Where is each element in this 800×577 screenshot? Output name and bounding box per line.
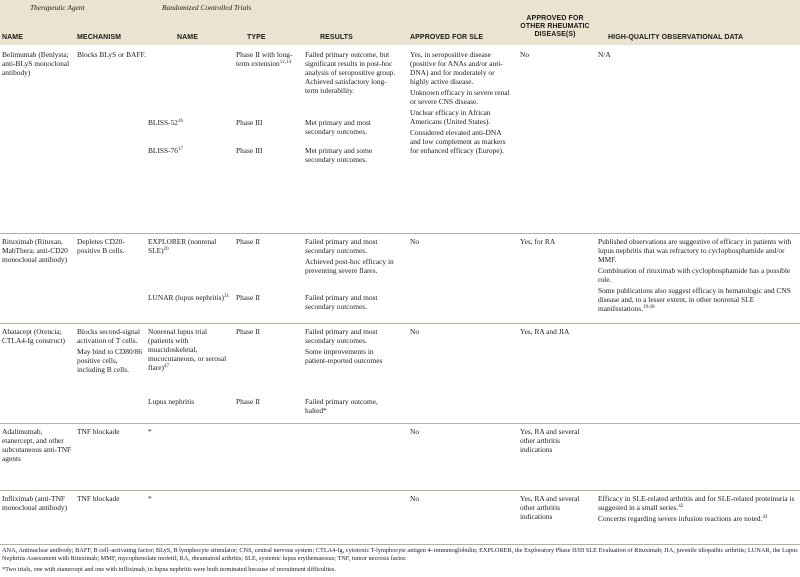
infliximab-approved-other: Yes, RA and several other arthritis indications <box>520 494 580 522</box>
header-mechanism: MECHANISM <box>77 34 122 41</box>
row-separator <box>0 423 800 424</box>
header-name: NAME <box>2 34 24 41</box>
rituximab-trial-2-name: LUNAR (lupus nephritis)$^{31}$ <box>148 293 229 302</box>
header-type: TYPE <box>247 34 266 41</box>
abatacept-trial-2-type: Phase II <box>236 397 261 406</box>
super-header-therapeutic-agent: Therapeutic Agent <box>30 3 85 12</box>
rituximab-mechanism: Depletes CD20-positive B cells. <box>77 237 125 256</box>
belimumab-observational: N/A <box>598 50 611 59</box>
header-observational: HIGH-QUALITY OBSERVATIONAL DATA <box>608 34 744 41</box>
footnote-abbreviations: ANA, Antinuclear antibody; BAFF, B cell–activating factor; BLyS, B lymphocyte stimulator; CNS, central nervous system; CTLA4-Ig, cytotoxic T-lymphocyte antigen 4–immunoglobulin; EXPLORER, the Exploratory Phase II/III SLE Evaluation of Rituximab; JIA, juvenile idiopathic arthritis; LUNAR, the Lupus Nephritis Assessment with Rituximab; MMF, mycophenolate mofetil; RA, rheumatoid arthritis; SLE, systemic lupus erythematosus; TNF, tumor necrosis factor. <box>2 547 798 563</box>
abatacept-approved-sle: No <box>410 327 420 336</box>
infliximab-mechanism: TNF blockade <box>77 494 120 503</box>
super-header-rct: Randomized Controlled Trials <box>162 3 252 12</box>
adalimumab-approved-sle: No <box>410 427 420 436</box>
adalimumab-approved-other: Yes, RA and several other arthritis indications <box>520 427 580 455</box>
row-separator <box>0 490 800 491</box>
belimumab-approved-sle: Yes, in seropositive disease (positive for ANAs and/or anti-DNA) and for moderately or highly active disease. Unknown efficacy in severe renal or severe CNS disease. Unclear efficacy in African Americans (United States). Considered elevated anti-DNA and low complement as markers for enhanced efficacy (Europe). <box>410 50 510 156</box>
belimumab-trial-1-results: Failed primary outcome, but significant results in post-hoc analysis of seropositive group. Achieved satisfactory long-term tolerability. <box>305 50 396 96</box>
infliximab-approved-sle: No <box>410 494 420 503</box>
belimumab-name: Belimumab (Benlysta; anti-BLyS monoclonal antibody) <box>2 50 70 78</box>
belimumab-trial-3-results: Met primary and some secondary outcomes. <box>305 146 373 165</box>
rituximab-approved-other: Yes, for RA <box>520 237 556 246</box>
rituximab-trial-2-type: Phase II <box>236 293 261 302</box>
abatacept-trial-1-type: Phase II <box>236 327 261 336</box>
adalimumab-mechanism: TNF blockade <box>77 427 120 436</box>
header-trial-name: NAME <box>177 34 199 41</box>
footnote-star: *Two trials, one with etanercept and one with infliximab, in lupus nephritis were both terminated because of recruitment difficulties. <box>2 566 336 573</box>
belimumab-trial-3-name: BLISS-$76^{17}$ <box>148 146 183 155</box>
abatacept-approved-other: Yes, RA and JIA <box>520 327 570 336</box>
header-results: RESULTS <box>320 34 353 41</box>
row-separator <box>0 323 800 324</box>
infliximab-trial: * <box>148 494 152 503</box>
header-approved-sle: APPROVED FOR SLE <box>410 34 484 41</box>
infliximab-observational: Efficacy in SLE-related arthritis and for SLE-related proteinuria is suggested in a small series.$^{42}$ Concerns regarding severe infusion reactions are noted.$^{43}$ <box>598 494 795 524</box>
rituximab-approved-sle: No <box>410 237 420 246</box>
rituximab-trial-2-results: Failed primary and most secondary outcomes. <box>305 293 378 312</box>
super-header-band <box>0 0 800 15</box>
rituximab-name: Rituximab (Rituxan, MabThera; anti-CD20 monoclonal antibody) <box>2 237 68 265</box>
belimumab-trial-2-name: BLISS-$52^{16}$ <box>148 118 183 127</box>
belimumab-trial-2-type: Phase III <box>236 118 263 127</box>
belimumab-trial-1-type: Phase II with long-term extension$^{12,14}$ <box>236 50 293 69</box>
rituximab-trial-1-type: Phase II <box>236 237 261 246</box>
belimumab-approved-other: No <box>520 50 530 59</box>
belimumab-trial-3-type: Phase III <box>236 146 263 155</box>
abatacept-trial-1-results: Failed primary and most secondary outcomes. Some improvements in patient-reported outcomes <box>305 327 383 366</box>
abatacept-mechanism: Blocks second-signal activation of T cells. May bind to CD80/86 positive cells, including B cells. <box>77 327 143 375</box>
abatacept-trial-1-name: Nonrenal lupus trial (patients with musculoskeletal, mucocutaneous, or serosal flare)$^{47}$ <box>148 327 227 373</box>
belimumab-trial-2-results: Met primary and most secondary outcomes. <box>305 118 371 137</box>
adalimumab-trial: * <box>148 427 152 436</box>
adalimumab-name: Adalimumab, etanercept, and other subcutaneous anti-TNF agents <box>2 427 72 464</box>
belimumab-mechanism: Blocks BLyS or BAFF. <box>77 50 146 59</box>
rituximab-trial-1-name: EXPLORER (nonrenal SLE)$^{20}$ <box>148 237 217 256</box>
abatacept-trial-2-name: Lupus nephritis <box>148 397 195 406</box>
rituximab-observational: Published observations are suggestive of efficacy in patients with lupus nephritis that was refractory to cyclophosphamide and/or MMF. Combination of rituximab with cyclophosphamide has a possible role. Some publications also suggest efficacy in hematologic and CNS disease and, to a lesser extent, in other nonrenal SLE manifestations.$^{19-28}$ <box>598 237 792 314</box>
table-bottom-rule <box>0 544 800 545</box>
header-approved-other: APPROVED FOR OTHER RHEUMATIC DISEASE(S) <box>520 15 590 39</box>
row-separator <box>0 233 800 234</box>
abatacept-name: Abatacept (Orencia; CTLA4-Ig construct) <box>2 327 66 346</box>
abatacept-trial-2-results: Failed primary outcome, halted* <box>305 397 378 416</box>
infliximab-name: Infliximab (anti-TNF monoclonal antibody) <box>2 494 68 513</box>
rituximab-trial-1-results: Failed primary and most secondary outcomes. Achieved post-hoc efficacy in preventing severe flares. <box>305 237 394 276</box>
